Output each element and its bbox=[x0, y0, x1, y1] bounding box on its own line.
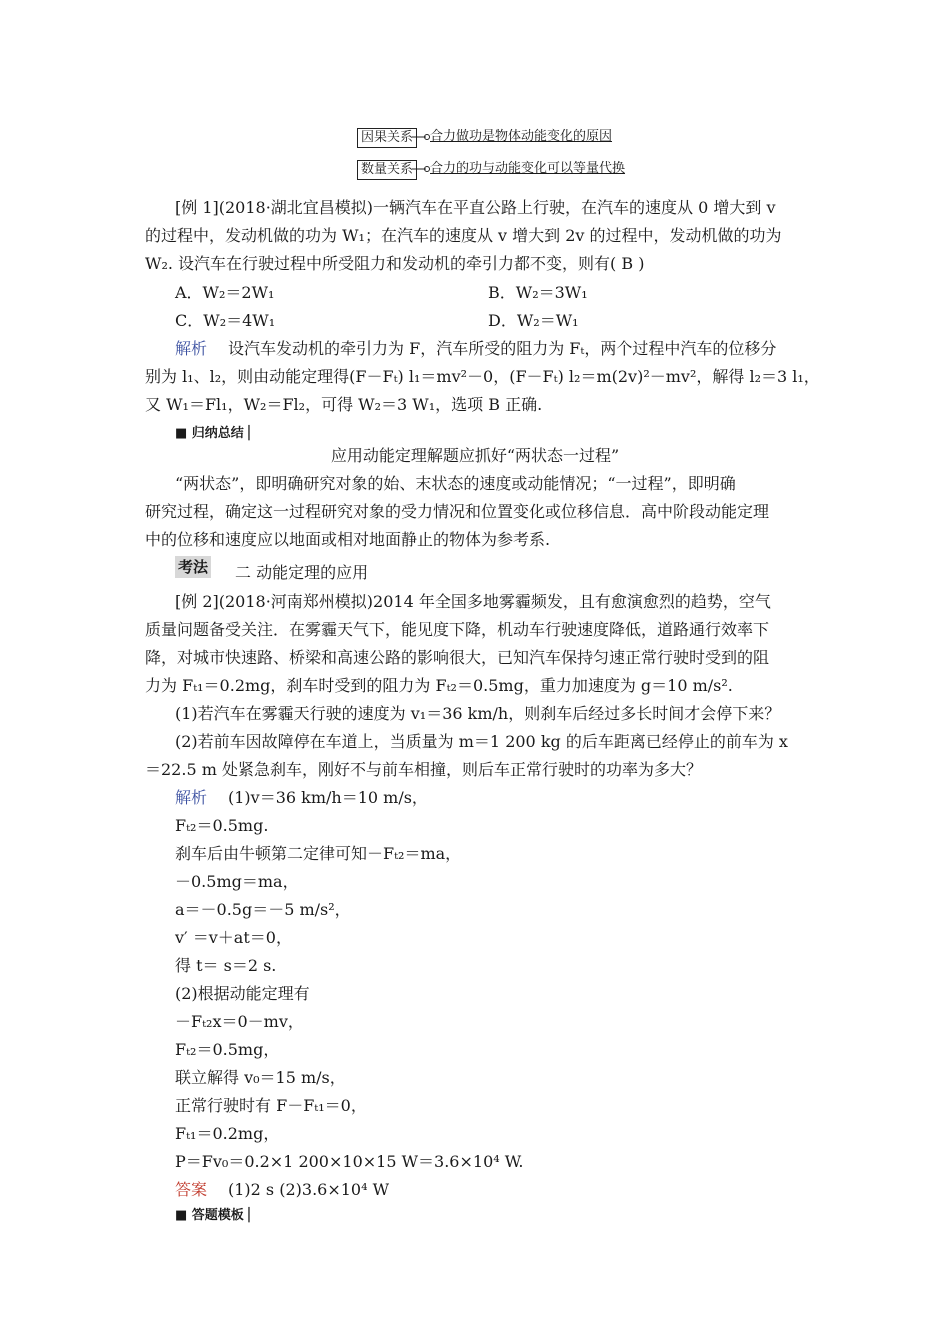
section-title: 二 动能定理的应用 bbox=[235, 563, 369, 582]
summary-heading: ■ 归纳总结 ▏ bbox=[175, 426, 259, 441]
solution-line: P＝Fv₀＝0.2×1 200×10×15 W＝3.6×10⁴ W. bbox=[175, 1152, 524, 1171]
example2-line: [例 2](2018·河南郑州模拟)2014 年全国多地雾霾频发，且有愈演愈烈的趋势，空气 bbox=[175, 592, 771, 611]
analysis-line: 又 W₁＝Fl₁，W₂＝Fl₂，可得 W₂＝3 W₁，选项 B 正确. bbox=[145, 395, 543, 414]
option-a: A．W₂＝2W₁ bbox=[175, 283, 275, 302]
solution-line: 联立解得 v₀＝15 m/s， bbox=[175, 1068, 346, 1087]
solution-line: Fₜ₂＝0.5mg， bbox=[175, 1040, 280, 1059]
solution-line: 正常行驶时有 F－Fₜ₁＝0， bbox=[175, 1096, 367, 1115]
question-2: (2)若前车因故障停在车道上，当质量为 m＝1 200 kg 的后车距离已经停止的前车为 x bbox=[175, 732, 788, 751]
analysis-line: 设汽车发动机的牵引力为 F，汽车所受的阻力为 Fₜ，两个过程中汽车的位移分 bbox=[228, 339, 777, 358]
summary-line: 中的位移和速度应以地面或相对地面静止的物体为参考系. bbox=[145, 530, 551, 549]
question-2-cont: ＝22.5 m 处紧急刹车，刚好不与前车相撞，则后车正常行驶时的功率为多大？ bbox=[145, 760, 702, 779]
example2-line: 力为 Fₜ₁＝0.2mg，刹车时受到的阻力为 Fₜ₂＝0.5mg，重力加速度为 g＝10 m/s². bbox=[145, 676, 733, 695]
cause-relation-box: 因果关系 bbox=[357, 128, 417, 148]
solution-line: －0.5mg＝ma， bbox=[175, 872, 299, 891]
quantity-relation-box: 数量关系 bbox=[357, 160, 417, 180]
solution-line: 得 t＝ s＝2 s. bbox=[175, 956, 277, 975]
solution-line: (1)v＝36 km/h＝10 m/s， bbox=[228, 788, 428, 807]
analysis-line: 别为 l₁、l₂，则由动能定理得(F－Fₜ) l₁＝mv²－0，(F－Fₜ) l₂＝m(2v)²－mv²，解得 l₂＝3 l₁， bbox=[145, 367, 820, 386]
example1-line: 的过程中，发动机做的功为 W₁；在汽车的速度从 v 增大到 2v 的过程中，发动机做的功为 bbox=[145, 226, 782, 245]
solution-line: (2)根据动能定理有 bbox=[175, 984, 310, 1003]
answer-label: 答案 bbox=[175, 1180, 208, 1199]
summary-line: “两状态”，即明确研究对象的始、末状态的速度或动能情况；“一过程”，即明确 bbox=[175, 474, 736, 493]
cause-relation-text: 合力做功是物体动能变化的原因 bbox=[430, 129, 613, 144]
example1-line: W₂. 设汽车在行驶过程中所受阻力和发动机的牵引力都不变，则有( B ) bbox=[145, 254, 645, 273]
summary-title: 应用动能定理解题应抓好“两状态一过程” bbox=[330, 446, 620, 465]
quantity-relation-text: 合力的功与动能变化可以等量代换 bbox=[430, 161, 626, 176]
analysis-label: 解析 bbox=[175, 788, 208, 807]
answer-text: (1)2 s (2)3.6×10⁴ W bbox=[228, 1180, 390, 1199]
analysis-label: 解析 bbox=[175, 339, 208, 358]
option-c: C．W₂＝4W₁ bbox=[175, 311, 276, 330]
option-b: B．W₂＝3W₁ bbox=[488, 283, 588, 302]
solution-line: a＝－0.5g＝－5 m/s²， bbox=[175, 900, 351, 919]
template-heading: ■ 答题模板 ▏ bbox=[175, 1208, 259, 1223]
solution-line: －Fₜ₂x＝0－mv， bbox=[175, 1012, 304, 1031]
solution-line: Fₜ₁＝0.2mg， bbox=[175, 1124, 280, 1143]
solution-line: 刹车后由牛顿第二定律可知－Fₜ₂＝ma， bbox=[175, 844, 462, 863]
question-1: (1)若汽车在雾霾天行驶的速度为 v₁＝36 km/h，则刹车后经过多长时间才会停下来？ bbox=[175, 704, 781, 723]
section-tag: 考法 bbox=[175, 556, 211, 578]
option-d: D．W₂＝W₁ bbox=[488, 311, 579, 330]
summary-line: 研究过程，确定这一过程研究对象的受力情况和位置变化或位移信息．高中阶段动能定理 bbox=[145, 502, 770, 521]
example1-line: [例 1](2018·湖北宜昌模拟)一辆汽车在平直公路上行驶，在汽车的速度从 0 增大到 v bbox=[175, 198, 776, 217]
solution-line: Fₜ₂＝0.5mg. bbox=[175, 816, 269, 835]
solution-line: v′ ＝v＋at＝0， bbox=[175, 928, 292, 947]
example2-line: 质量问题备受关注．在雾霾天气下，能见度下降，机动车行驶速度降低，道路通行效率下 bbox=[145, 620, 770, 639]
example2-line: 降，对城市快速路、桥梁和高速公路的影响很大，已知汽车保持匀速正常行驶时受到的阻 bbox=[145, 648, 770, 667]
